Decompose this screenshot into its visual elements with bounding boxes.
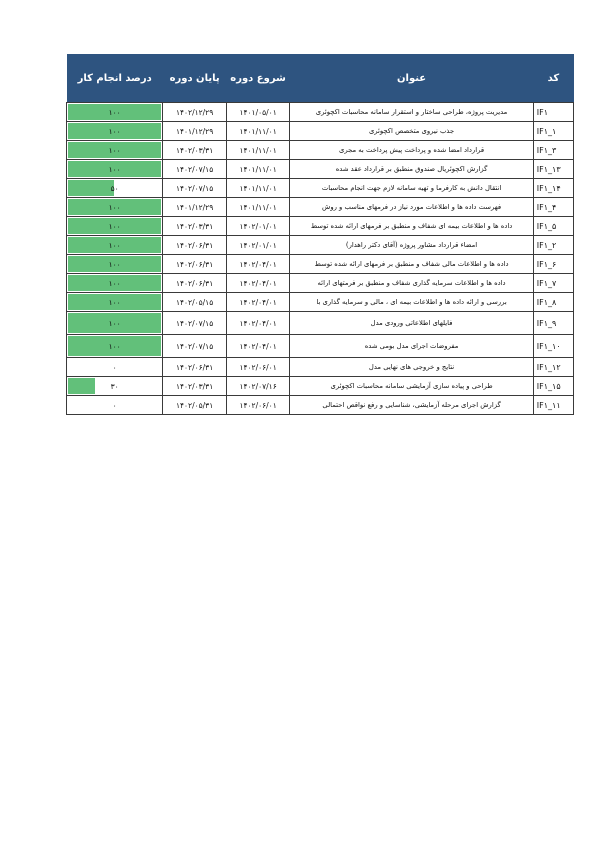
row-end-date: ۱۴۰۲/۰۶/۳۱ — [163, 236, 227, 255]
row-title: طراحی و پیاده سازی آزمایشی سامانه محاسبات اکچوئری — [290, 377, 533, 396]
row-end-date: ۱۴۰۱/۱۲/۲۹ — [163, 122, 227, 141]
row-end-date: ۱۴۰۱/۱۲/۲۹ — [163, 198, 227, 217]
progress-bar — [68, 378, 95, 394]
row-title: بررسی و ارائه داده ها و اطلاعات بیمه ای ، مالی و سرمایه گذاری با — [290, 293, 533, 312]
row-title: داده ها و اطلاعات سرمایه گذاری شفاف و منطبق بر فرمتهای ارائه — [290, 274, 533, 293]
row-code: IF۱_۳ — [533, 141, 573, 160]
row-title: نتایج و خروجی های نهایی مدل — [290, 358, 533, 377]
row-end-date: ۱۴۰۲/۰۷/۱۵ — [163, 335, 227, 358]
table-row — [67, 160, 574, 179]
row-percent-cell — [67, 122, 163, 141]
row-percent-cell — [67, 160, 163, 179]
row-percent: ۱۰۰ — [108, 297, 121, 307]
row-percent: ۳۰ — [110, 381, 119, 391]
row-code: IF۱ — [533, 103, 573, 122]
table-body — [67, 103, 574, 415]
row-percent-cell — [67, 103, 163, 122]
row-end-date: ۱۴۰۲/۰۷/۱۵ — [163, 179, 227, 198]
row-code: IF۱_۱ — [533, 122, 573, 141]
row-code: IF۱_۱۳ — [533, 160, 573, 179]
row-start-date: ۱۴۰۱/۱۱/۰۱ — [226, 198, 290, 217]
row-start-date: ۱۴۰۲/۰۴/۰۱ — [226, 335, 290, 358]
row-title: مدیریت پروژه، طراحی ساختار و استقرار سامانه محاسبات اکچوئری — [290, 103, 533, 122]
row-end-date: ۱۴۰۲/۰۶/۳۱ — [163, 274, 227, 293]
table-row — [67, 293, 574, 312]
table-row — [67, 312, 574, 335]
row-percent: ۵۰ — [110, 183, 119, 193]
table-row — [67, 396, 574, 415]
row-percent-cell — [67, 236, 163, 255]
row-title: گزارش اجرای مرحله آزمایشی، شناسایی و رفع نواقص احتمالی — [290, 396, 533, 415]
row-percent: ۱۰۰ — [108, 145, 121, 155]
row-start-date: ۱۴۰۲/۰۱/۰۱ — [226, 217, 290, 236]
row-start-date: ۱۴۰۲/۰۶/۰۱ — [226, 358, 290, 377]
row-start-date: ۱۴۰۱/۱۱/۰۱ — [226, 122, 290, 141]
header-percent: درصد انجام کار — [67, 54, 163, 103]
row-percent: ۱۰۰ — [108, 240, 121, 250]
table-row — [67, 141, 574, 160]
row-percent-cell — [67, 335, 163, 358]
row-end-date: ۱۴۰۲/۰۳/۳۱ — [163, 377, 227, 396]
row-end-date: ۱۴۰۲/۰۳/۳۱ — [163, 217, 227, 236]
table-row — [67, 236, 574, 255]
row-code: IF۱_۹ — [533, 312, 573, 335]
table-row — [67, 274, 574, 293]
row-code: IF۱_۱۱ — [533, 396, 573, 415]
row-title: گزارش اکچوئریال صندوق منطبق بر قرارداد عقد شده — [290, 160, 533, 179]
row-code: IF۱_۱۲ — [533, 358, 573, 377]
table-row — [67, 377, 574, 396]
row-code: IF۱_۱۰ — [533, 335, 573, 358]
row-percent-cell — [67, 274, 163, 293]
row-code: IF۱_۶ — [533, 255, 573, 274]
row-code: IF۱_۷ — [533, 274, 573, 293]
row-percent: ۰ — [112, 362, 117, 372]
header-start: شروع دوره — [226, 54, 290, 103]
row-start-date: ۱۴۰۲/۰۴/۰۱ — [226, 293, 290, 312]
table-row — [67, 198, 574, 217]
table-row — [67, 358, 574, 377]
row-title: امضاء قرارداد مشاور پروژه (آقای دکتر راهدار) — [290, 236, 533, 255]
row-end-date: ۱۴۰۲/۰۷/۱۵ — [163, 312, 227, 335]
row-code: IF۱_۵ — [533, 217, 573, 236]
row-percent-cell — [67, 312, 163, 335]
row-end-date: ۱۴۰۲/۱۲/۲۹ — [163, 103, 227, 122]
row-percent-cell — [67, 377, 163, 396]
row-percent: ۱۰۰ — [108, 318, 121, 328]
row-title: جذب نیروی متخصص اکچوئری — [290, 122, 533, 141]
row-start-date: ۱۴۰۲/۰۷/۱۶ — [226, 377, 290, 396]
row-start-date: ۱۴۰۱/۱۱/۰۱ — [226, 160, 290, 179]
row-percent-cell — [67, 217, 163, 236]
row-percent-cell — [67, 179, 163, 198]
row-title: فایلهای اطلاعاتی ورودی مدل — [290, 312, 533, 335]
row-title: داده ها و اطلاعات بیمه ای شفاف و منطبق بر فرمهای ارائه شده توسط — [290, 217, 533, 236]
row-code: IF۱_۱۴ — [533, 179, 573, 198]
row-code: IF۱_۱۵ — [533, 377, 573, 396]
table-row — [67, 335, 574, 358]
row-start-date: ۱۴۰۲/۰۴/۰۱ — [226, 312, 290, 335]
row-percent: ۱۰۰ — [108, 259, 121, 269]
row-percent-cell — [67, 255, 163, 274]
progress-bar — [68, 180, 114, 196]
row-code: IF۱_۸ — [533, 293, 573, 312]
row-title: داده ها و اطلاعات مالی شفاف و منطبق بر فرمهای ارائه شده توسط — [290, 255, 533, 274]
row-percent: ۱۰۰ — [108, 126, 121, 136]
row-end-date: ۱۴۰۲/۰۶/۳۱ — [163, 358, 227, 377]
row-percent-cell — [67, 358, 163, 377]
row-code: IF۱_۴ — [533, 198, 573, 217]
table-row — [67, 179, 574, 198]
row-percent: ۱۰۰ — [108, 164, 121, 174]
table-row — [67, 122, 574, 141]
row-percent-cell — [67, 396, 163, 415]
row-percent-cell — [67, 141, 163, 160]
table-row — [67, 255, 574, 274]
header-title: عنوان — [290, 54, 533, 103]
row-start-date: ۱۴۰۱/۰۵/۰۱ — [226, 103, 290, 122]
row-start-date: ۱۴۰۲/۰۶/۰۱ — [226, 396, 290, 415]
header-code: کد — [533, 54, 573, 103]
table-row — [67, 217, 574, 236]
row-start-date: ۱۴۰۲/۰۴/۰۱ — [226, 255, 290, 274]
project-schedule-table — [66, 54, 574, 415]
row-end-date: ۱۴۰۲/۰۵/۱۵ — [163, 293, 227, 312]
row-end-date: ۱۴۰۲/۰۳/۳۱ — [163, 141, 227, 160]
row-percent-cell — [67, 293, 163, 312]
row-end-date: ۱۴۰۲/۰۷/۱۵ — [163, 160, 227, 179]
row-percent: ۱۰۰ — [108, 221, 121, 231]
row-percent: ۱۰۰ — [108, 278, 121, 288]
row-percent: ۱۰۰ — [108, 202, 121, 212]
row-percent: ۱۰۰ — [108, 107, 121, 117]
row-code: IF۱_۲ — [533, 236, 573, 255]
row-percent-cell — [67, 198, 163, 217]
table-header-row — [67, 54, 574, 103]
row-start-date: ۱۴۰۲/۰۱/۰۱ — [226, 236, 290, 255]
row-title: فهرست داده ها و اطلاعات مورد نیاز در فرمهای مناسب و روش — [290, 198, 533, 217]
row-start-date: ۱۴۰۲/۰۴/۰۱ — [226, 274, 290, 293]
table-row — [67, 103, 574, 122]
row-title: مفروضات اجرای مدل بومی شده — [290, 335, 533, 358]
row-end-date: ۱۴۰۲/۰۶/۳۱ — [163, 255, 227, 274]
row-percent: ۱۰۰ — [108, 341, 121, 351]
row-title: قرارداد امضا شده و پرداخت پیش پرداخت به مجری — [290, 141, 533, 160]
row-start-date: ۱۴۰۱/۱۱/۰۱ — [226, 179, 290, 198]
row-end-date: ۱۴۰۲/۰۵/۳۱ — [163, 396, 227, 415]
row-percent: ۰ — [112, 400, 117, 410]
row-start-date: ۱۴۰۱/۱۱/۰۱ — [226, 141, 290, 160]
header-end: پایان دوره — [163, 54, 227, 103]
row-title: انتقال دانش به کارفرما و تهیه سامانه لازم جهت انجام محاسبات — [290, 179, 533, 198]
